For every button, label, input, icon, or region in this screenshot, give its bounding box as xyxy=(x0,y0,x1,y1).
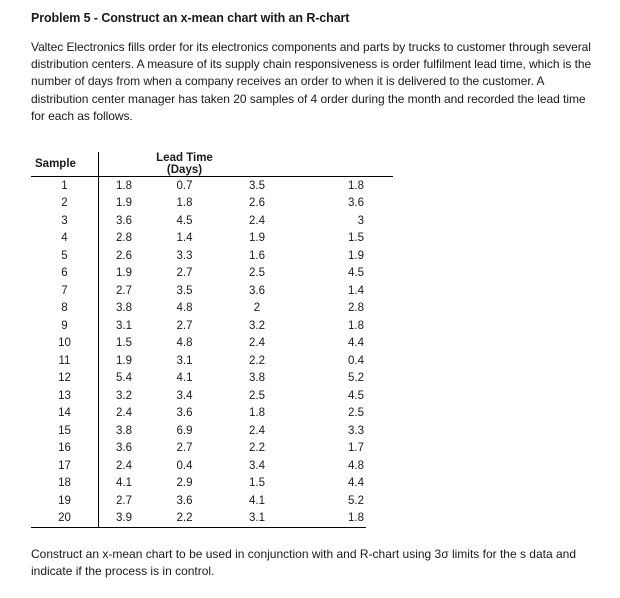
lead-time-cell: 2.6 xyxy=(116,249,132,262)
lead-time-cell: 1.8 xyxy=(116,179,132,192)
sample-cell: 7 xyxy=(31,282,99,300)
lead-time-cell: 1.9 xyxy=(249,232,265,245)
lead-time-cell: 3.1 xyxy=(116,319,132,332)
lead-time-cell: 3.1 xyxy=(176,354,193,367)
lead-time-cell: 3.9 xyxy=(99,510,150,528)
lead-time-cell: 2.6 xyxy=(249,197,265,210)
lead-time-cell: 3 xyxy=(357,214,364,227)
sample-cell: 16 xyxy=(31,440,99,458)
lead-time-cell: 2.8 xyxy=(116,232,132,245)
lead-time-cell: 2.7 xyxy=(116,494,132,507)
table-row xyxy=(31,177,393,195)
table-row xyxy=(31,247,393,265)
lead-time-cell: 1.9 xyxy=(116,197,132,210)
lead-time-cell: 0.7 xyxy=(176,179,193,192)
lead-time-cell: 4.8 xyxy=(348,459,364,472)
lead-time-cell: 3.1 xyxy=(220,510,294,528)
table-row xyxy=(31,195,393,213)
lead-time-cell: 2.4 xyxy=(116,459,132,472)
sample-cell: 18 xyxy=(31,475,99,493)
lead-time-cell: 4.5 xyxy=(176,214,193,227)
lead-time-cell: 3.4 xyxy=(249,459,265,472)
lead-time-cell: 2.7 xyxy=(176,319,193,332)
lead-time-cell: 4.1 xyxy=(176,372,193,385)
lead-time-cell: 2.9 xyxy=(176,477,193,490)
table-row xyxy=(31,230,393,248)
table-row xyxy=(31,387,393,405)
lead-time-cell: 2 xyxy=(253,302,261,315)
lead-time-cell: 0.4 xyxy=(176,459,193,472)
lead-time-header: Lead Time (Days) xyxy=(149,152,220,177)
sample-cell: 13 xyxy=(31,387,99,405)
lead-time-cell: 2.5 xyxy=(348,407,364,420)
lead-time-cell: 5.4 xyxy=(116,372,132,385)
table-row xyxy=(31,212,393,230)
table-row xyxy=(31,335,393,353)
table-row xyxy=(31,352,393,370)
lead-time-cell: 1.5 xyxy=(249,477,265,490)
sample-cell: 6 xyxy=(31,265,99,283)
lead-time-cell: 1.9 xyxy=(116,354,132,367)
lead-time-cell: 1.8 xyxy=(176,197,193,210)
lead-time-cell: 2.7 xyxy=(176,267,193,280)
lead-time-cell: 3.2 xyxy=(249,319,265,332)
sample-cell: 2 xyxy=(31,195,99,213)
lead-time-cell: 2.2 xyxy=(249,354,265,367)
lead-time-cell: 2.4 xyxy=(116,407,132,420)
lead-time-cell: 1.4 xyxy=(348,284,364,297)
lead-time-cell: 1.9 xyxy=(116,267,132,280)
table-row xyxy=(31,475,393,493)
lead-time-cell: 0.4 xyxy=(348,354,364,367)
lead-time-cell: 3.6 xyxy=(176,407,193,420)
lead-time-cell: 4.4 xyxy=(348,477,364,490)
lead-time-cell: 3.5 xyxy=(249,179,265,192)
table-row xyxy=(31,300,393,318)
lead-time-cell: 2.4 xyxy=(249,214,265,227)
lead-time-cell: 4.8 xyxy=(176,337,193,350)
problem-question: Construct an x-mean chart to be used in conjunction with and R-chart using 3σ limits for the s data and indicate if the process is in control. xyxy=(31,547,577,579)
lead-time-cell: 4.1 xyxy=(116,477,132,490)
lead-time-cell: 4.1 xyxy=(249,494,265,507)
sample-header: Sample xyxy=(31,152,99,177)
lead-time-cell: 1.8 xyxy=(294,510,366,528)
table-row xyxy=(31,265,393,283)
sample-cell: 19 xyxy=(31,492,99,510)
sample-cell: 5 xyxy=(31,247,99,265)
lead-time-cell: 2.5 xyxy=(249,267,265,280)
sample-cell: 11 xyxy=(31,352,99,370)
table-header-row xyxy=(31,152,393,177)
lead-time-cell: 2.2 xyxy=(249,442,265,455)
lead-time-cell: 5.2 xyxy=(348,372,364,385)
table-row xyxy=(31,317,393,335)
table-row xyxy=(31,510,393,528)
table-row xyxy=(31,422,393,440)
lead-time-cell: 6.9 xyxy=(176,424,193,437)
lead-time-cell: 1.4 xyxy=(176,232,193,245)
lead-time-cell: 2.2 xyxy=(149,510,220,528)
lead-time-cell: 3.6 xyxy=(348,197,364,210)
table-row xyxy=(31,405,393,423)
lead-time-cell: 4.5 xyxy=(348,389,364,402)
sample-cell: 17 xyxy=(31,457,99,475)
lead-time-cell: 3.3 xyxy=(176,249,193,262)
lead-time-cell: 4.8 xyxy=(176,302,193,315)
lead-time-cell: 2.4 xyxy=(249,337,265,350)
lead-time-cell: 3.8 xyxy=(249,372,265,385)
sample-cell: 8 xyxy=(31,300,99,318)
lead-time-cell: 1.8 xyxy=(348,179,364,192)
sample-cell: 14 xyxy=(31,405,99,423)
lead-time-cell: 3.8 xyxy=(116,424,132,437)
lead-time-cell: 2.7 xyxy=(116,284,132,297)
lead-time-cell: 5.2 xyxy=(348,494,364,507)
lead-time-cell: 2.5 xyxy=(249,389,265,402)
lead-time-cell: 3.6 xyxy=(116,214,132,227)
lead-time-cell: 1.6 xyxy=(249,249,265,262)
problem-title: Problem 5 - Construct an x-mean chart with an R-chart xyxy=(31,11,350,25)
lead-time-cell: 1.8 xyxy=(249,407,265,420)
sample-cell: 12 xyxy=(31,370,99,388)
sample-cell: 1 xyxy=(31,177,99,195)
lead-time-cell: 3.6 xyxy=(116,442,132,455)
lead-time-cell: 1.5 xyxy=(116,337,132,350)
sample-cell: 4 xyxy=(31,230,99,248)
sample-cell: 15 xyxy=(31,422,99,440)
table-body xyxy=(31,177,393,528)
sample-cell: 20 xyxy=(31,510,99,528)
lead-time-cell: 3.6 xyxy=(249,284,265,297)
lead-time-cell: 2.4 xyxy=(249,424,265,437)
lead-time-cell: 3.2 xyxy=(116,389,132,402)
table-row xyxy=(31,440,393,458)
table-row xyxy=(31,370,393,388)
lead-time-cell: 2.7 xyxy=(176,442,193,455)
sample-cell: 10 xyxy=(31,335,99,353)
lead-time-cell: 2.8 xyxy=(348,302,364,315)
lead-time-cell: 1.8 xyxy=(348,319,364,332)
lead-time-cell: 3.6 xyxy=(176,494,193,507)
lead-time-cell: 3.8 xyxy=(116,302,132,315)
lead-time-cell: 4.4 xyxy=(348,337,364,350)
lead-time-cell: 1.9 xyxy=(348,249,364,262)
lead-time-cell: 4.5 xyxy=(348,267,364,280)
sample-cell: 3 xyxy=(31,212,99,230)
lead-time-cell: 3.4 xyxy=(176,389,193,402)
table-row xyxy=(31,492,393,510)
lead-time-table xyxy=(31,152,393,528)
table-row xyxy=(31,457,393,475)
problem-intro: Valtec Electronics fills order for its electronics components and parts by trucks to customer through several distribution centers. A measure of its supply chain responsiveness is order fulfilment lead time, which is the number of days from when a company receives an order to when it is delivered to the customer. A distribution center manager has taken 20 samples of 4 order during the month and recorded the lead time for each as follows. xyxy=(31,40,592,123)
lead-time-cell: 3.3 xyxy=(348,424,364,437)
lead-time-cell: 1.7 xyxy=(348,442,364,455)
table-row xyxy=(31,282,393,300)
lead-time-cell: 3.5 xyxy=(176,284,193,297)
lead-time-cell: 1.5 xyxy=(348,232,364,245)
sample-cell: 9 xyxy=(31,317,99,335)
